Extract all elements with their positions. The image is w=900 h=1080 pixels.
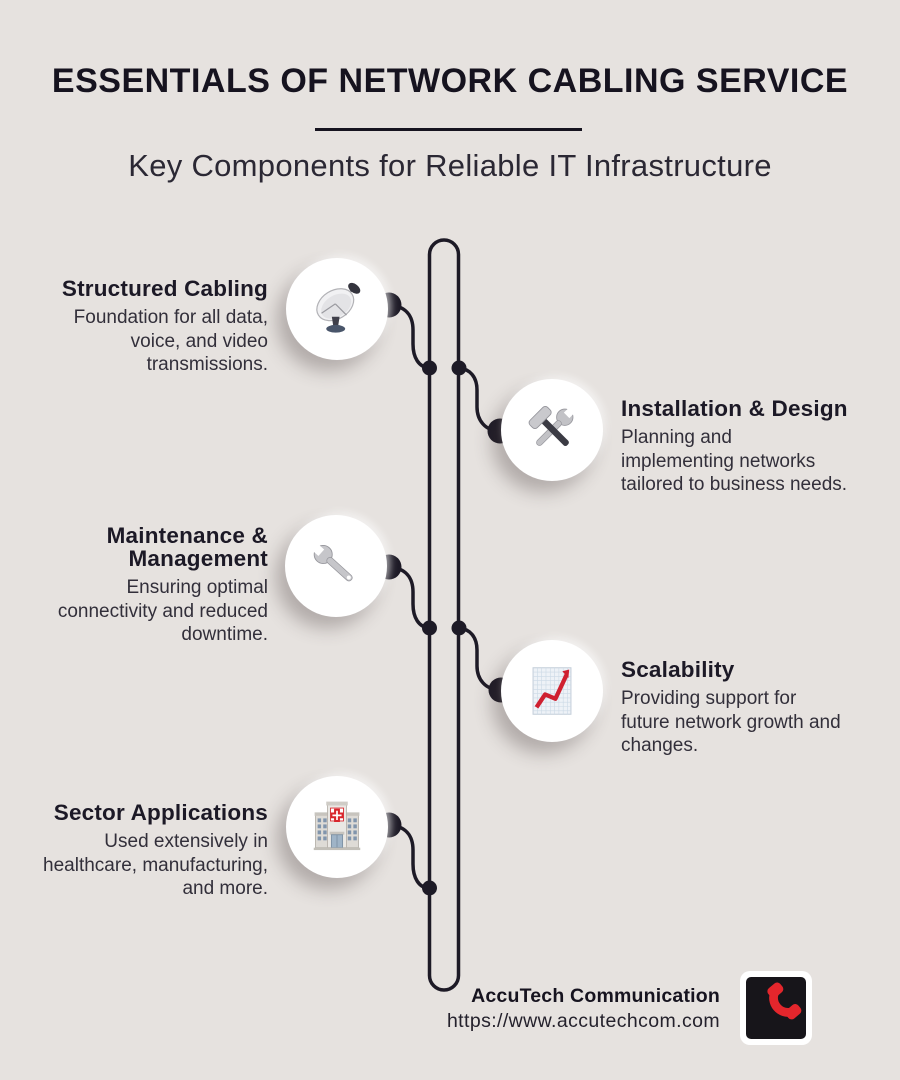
bubble-installation-design	[501, 379, 603, 481]
item-description: Foundation for all data, voice, and video transmissions.	[73, 307, 268, 375]
item-description: Ensuring optimal connectivity and reduced downtime.	[57, 577, 268, 645]
item-description: Providing support for future network growth and changes.	[621, 688, 841, 756]
junction-dot-5	[422, 881, 437, 896]
item-structured-cabling	[18, 277, 268, 377]
satellite-dish-icon	[306, 278, 368, 340]
junction-dot-1	[422, 361, 437, 376]
bubble-structured-cabling	[286, 258, 388, 360]
item-scalability	[621, 658, 889, 758]
item-title: Maintenance & Management	[106, 523, 268, 571]
junction-dot-3	[422, 621, 437, 636]
spine-capsule	[430, 240, 459, 990]
phone-receiver-icon	[750, 982, 802, 1034]
item-title: Installation & Design	[621, 396, 848, 421]
brand-name: AccuTech Communication	[471, 985, 720, 1007]
wrench-icon	[305, 535, 367, 597]
page-subtitle: Key Components for Reliable IT Infrastructure	[128, 148, 772, 183]
item-description: Used extensively in healthcare, manufacturing, and more.	[43, 831, 268, 899]
item-description: Planning and implementing networks tailored to business needs.	[621, 427, 848, 495]
bubble-sector-applications	[286, 776, 388, 878]
item-installation-design	[621, 397, 889, 497]
item-title: Scalability	[621, 657, 735, 682]
hammer-wrench-icon	[521, 399, 583, 461]
junction-dot-4	[452, 621, 467, 636]
brand-logo	[740, 971, 812, 1045]
website-url: https://www.accutechcom.com	[446, 1010, 720, 1032]
page-title: ESSENTIALS OF NETWORK CABLING SERVICE	[51, 62, 849, 100]
item-title: Sector Applications	[53, 800, 268, 825]
bubble-maintenance-management	[285, 515, 387, 617]
chart-increasing-icon	[521, 660, 583, 722]
item-maintenance-management	[18, 524, 268, 647]
hospital-icon	[306, 796, 368, 858]
item-sector-applications	[18, 801, 268, 901]
brand-logo-background	[746, 977, 806, 1039]
item-title: Structured Cabling	[61, 276, 268, 301]
bubble-scalability	[501, 640, 603, 742]
junction-dot-2	[452, 361, 467, 376]
